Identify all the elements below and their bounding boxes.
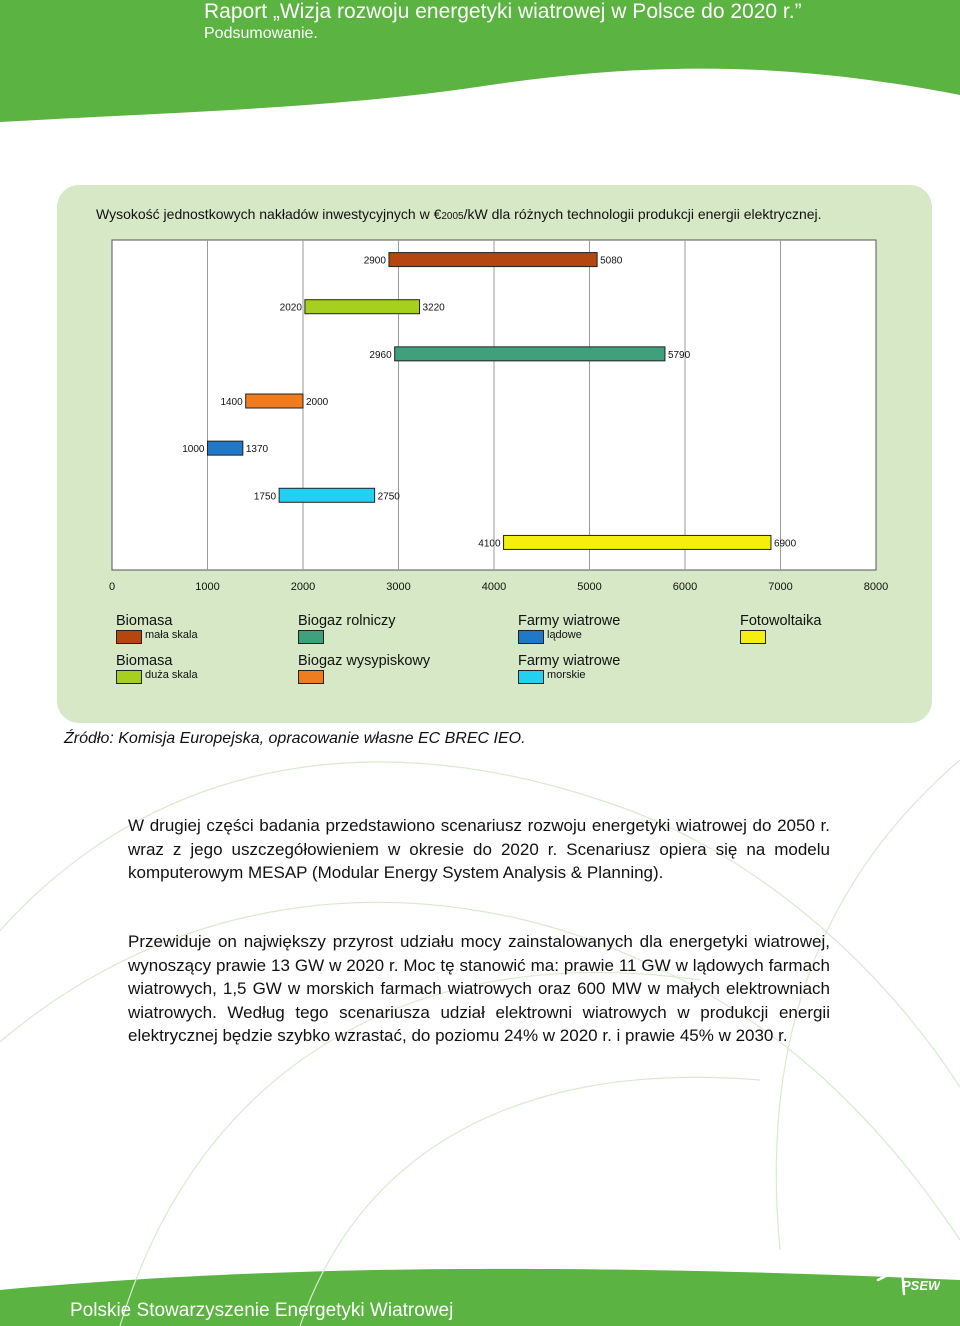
x-tick-label: 5000 [577, 581, 602, 593]
source-note: Źródło: Komisja Europejska, opracowanie własne EC BREC IEO. [64, 730, 526, 747]
paragraph-1: W drugiej części badania przedstawiono scenariusz rozwoju energetyki wiatrowej do 2050 r. wraz z jego uszczegółowieniem w okresie do 2020 r. Scenariusz opiera się na modelu komputerowym MESAP (Modular Energy System Analysis & Planning). [128, 816, 830, 882]
bar-low-label: 4100 [478, 538, 501, 550]
chart-title-prefix: Wysokość jednostkowych nakładów inwestycyjnych w € [96, 206, 442, 222]
bar [208, 441, 243, 455]
bar-low-label: 1000 [182, 444, 205, 456]
legend-name: Biogaz wysypiskowy [298, 653, 431, 669]
legend-swatch [116, 630, 142, 644]
legend-swatch [298, 630, 324, 644]
bar [279, 488, 375, 502]
legend-item [518, 613, 621, 641]
x-tick-label: 2000 [290, 581, 316, 593]
bar [389, 253, 597, 267]
x-tick-label: 1000 [195, 581, 220, 593]
legend-name: Farmy wiatrowe [518, 613, 621, 629]
legend-item [518, 653, 621, 681]
legend-name: Fotowoltaika [740, 613, 822, 629]
legend-name: Biogaz rolniczy [298, 613, 396, 629]
chart-title-suffix: /kW dla różnych technologii produkcji energii elektrycznej. [463, 206, 822, 222]
legend-subtitle: lądowe [547, 629, 582, 641]
legend-swatch [740, 630, 766, 644]
bar [246, 394, 303, 408]
bar-low-label: 2020 [279, 302, 302, 314]
bar [504, 535, 771, 549]
legend-item [116, 613, 198, 641]
x-tick-label: 3000 [386, 581, 411, 593]
x-tick-label: 8000 [863, 581, 889, 593]
legend-item [298, 613, 396, 629]
bar-low-label: 2960 [369, 349, 392, 361]
x-tick-label: 4000 [481, 581, 507, 593]
bar-low-label: 2900 [363, 255, 386, 267]
legend-item [116, 653, 198, 681]
report-subtitle: Podsumowanie. [204, 25, 318, 42]
psew-logo-icon [868, 1238, 940, 1298]
legend-swatch [518, 670, 544, 684]
legend-swatch [518, 630, 544, 644]
bar [395, 347, 665, 361]
legend-item [298, 653, 430, 669]
bar-low-label: 1750 [253, 491, 277, 503]
x-tick-label: 7000 [768, 581, 793, 593]
bar-high-label: 1370 [245, 444, 269, 456]
chart-title-year: 2005 [441, 211, 464, 222]
x-tick-label: 0 [108, 581, 116, 593]
bar-high-label: 5790 [667, 349, 691, 361]
legend-subtitle: morskie [547, 669, 586, 681]
legend-swatch [298, 670, 324, 684]
bar [305, 300, 420, 314]
paragraph-2: Przewiduje on największy przyrost udziału mocy zainstalowanych dla energetyki wiatrowej, wynoszący prawie 13 GW w 2020 r. Moc tę stanowić ma: prawie 11 GW w lądowych farmach wiatrowych, 1,5 GW w morskich farmach wiatrowych oraz 600 MW w małych elektrowniach wiatrowych. Według tego scenariusza udział elektrowni wiatrowych w produkcji energii elektrycznej będzie szybko wzrastać, do poziomu 24% w 2020 r. i prawie 45% w 2030 r. [128, 932, 830, 1045]
legend-name: Farmy wiatrowe [518, 653, 621, 669]
bar-high-label: 6900 [773, 538, 797, 550]
bar-high-label: 3220 [422, 302, 445, 314]
legend-name: Biomasa [116, 653, 173, 669]
report-title: Raport „Wizja rozwoju energetyki wiatrowej w Polsce do 2020 r.” [204, 0, 802, 23]
bar-high-label: 5080 [600, 255, 623, 267]
x-tick-label: 6000 [672, 581, 698, 593]
logo-text: PSEW [902, 1278, 940, 1293]
bar-high-label: 2000 [306, 397, 329, 408]
legend-subtitle: mała skala [145, 629, 198, 641]
legend-item [740, 613, 821, 629]
footer-organization: Polskie Stowarzyszenie Energetyki Wiatrowej [70, 1300, 454, 1321]
legend-subtitle: duża skala [145, 669, 198, 681]
legend-swatch [116, 670, 142, 684]
bar-low-label: 1400 [220, 397, 243, 408]
bar-high-label: 2750 [377, 491, 400, 503]
legend-name: Biomasa [116, 613, 173, 629]
